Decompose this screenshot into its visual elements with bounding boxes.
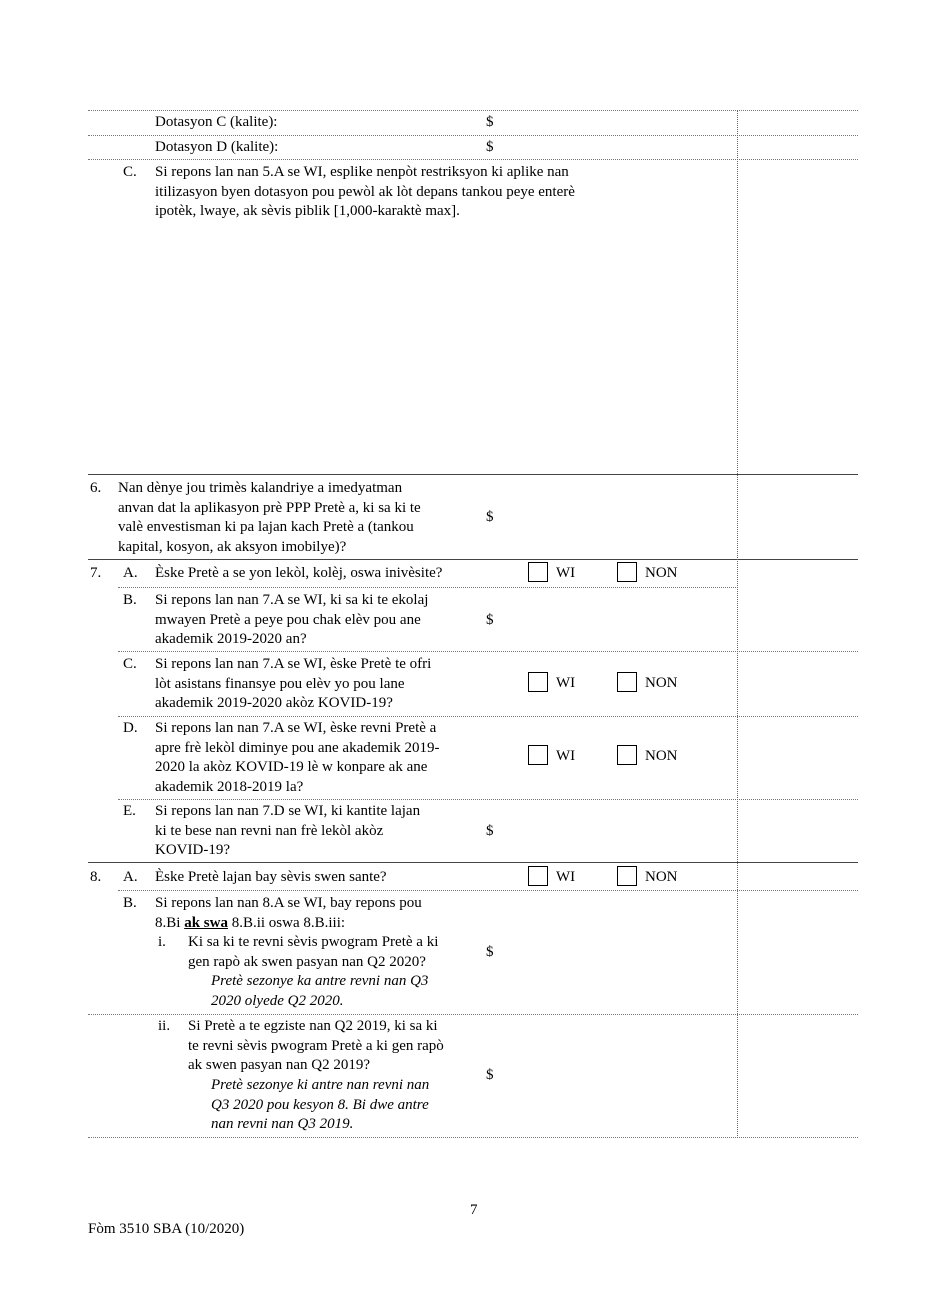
q7c-yes-label: WI [556,675,576,691]
q7a-yes-label: WI [556,565,576,581]
rule-bottom [88,1137,858,1138]
q7e-currency: $ [486,823,494,839]
grant-c-currency: $ [486,114,494,130]
q7a-letter: A. [123,565,138,581]
q8b-text: Si repons lan nan 8.A se WI, bay repons pou 8.Bi ak swa 8.B.ii oswa 8.B.iii: [155,895,422,931]
q8a-letter: A. [123,869,138,885]
q8bi-currency: $ [486,944,494,960]
rule [118,890,858,891]
q8a-yes-checkbox[interactable] [528,866,548,886]
rule-top [88,110,858,111]
q8bii-label: ii. [158,1018,171,1034]
q7a-no-checkbox[interactable] [617,562,637,582]
q8bi-label: i. [158,934,166,950]
q5c-letter: C. [123,164,137,180]
grant-d-label: Dotasyon D (kalite): [155,139,279,155]
q8bi-note: Pretè sezonye ka antre revni nan Q3 2020 olyede Q2 2020. [211,973,429,1009]
q7d-text: Si repons lan nan 7.A se WI, èske revni Pretè a apre frè lekòl diminye pou ane akademik 2019- 2020 la akòz KOVID-19 lè w konpare ak ane akademik 2018-2019 la? [155,720,440,795]
rule [118,799,858,800]
answer-column-divider [737,110,738,1138]
q8a-no-checkbox[interactable] [617,866,637,886]
form-id: Fòm 3510 SBA (10/2020) [88,1221,245,1237]
q7c-text: Si repons lan nan 7.A se WI, èske Pretè te ofri lòt asistans finansye pou elèv yo pou lane akademik 2019-2020 akòz KOVID-19? [155,656,432,711]
grant-d-currency: $ [486,139,494,155]
q7a-text: Èske Pretè a se yon lekòl, kolèj, oswa inivèsite? [155,565,443,581]
q7b-currency: $ [486,612,494,628]
rule [88,559,858,560]
rule [88,862,858,863]
q7c-letter: C. [123,656,137,672]
q7d-yes-checkbox[interactable] [528,745,548,765]
q7b-text: Si repons lan nan 7.A se WI, ki sa ki te ekolaj mwayen Pretè a peye pou chak elèv pou ane akademik 2019-2020 an? [155,592,429,647]
q8bii-text: Si Pretè a te egziste nan Q2 2019, ki sa ki te revni sèvis pwogram Pretè a ki gen rapò ak swen pasyan nan Q2 2019? [188,1018,444,1073]
q7a-yes-checkbox[interactable] [528,562,548,582]
q6-text: Nan dènye jou trimès kalandriye a imedyatman anvan dat la aplikasyon prè PPP Pretè a, ki sa ki te valè envestisman ki pa lajan kach Pretè a (tankou kapital, kosyon, ak aksyon imobilye)? [118,480,421,555]
q7d-no-checkbox[interactable] [617,745,637,765]
q8-number: 8. [90,869,102,885]
q8bii-currency: $ [486,1067,494,1083]
page-number: 7 [470,1202,478,1218]
rule [88,1014,858,1015]
q6-number: 6. [90,480,102,496]
q7c-no-label: NON [645,675,678,691]
q7e-letter: E. [123,803,136,819]
q7d-no-label: NON [645,748,678,764]
q8bii-note: Pretè sezonye ki antre nan revni nan Q3 2020 pou kesyon 8. Bi dwe antre nan revni nan Q3 2019. [211,1077,430,1132]
q8a-yes-label: WI [556,869,576,885]
q7b-letter: B. [123,592,137,608]
q7e-text: Si repons lan nan 7.D se WI, ki kantite lajan ki te bese nan revni nan frè lekòl akòz KOVID-19? [155,803,421,858]
rule [118,587,738,588]
q7c-no-checkbox[interactable] [617,672,637,692]
rule [88,159,858,160]
q6-currency: $ [486,509,494,525]
rule [118,651,858,652]
q8b-letter: B. [123,895,137,911]
q8a-text: Èske Pretè lajan bay sèvis swen sante? [155,869,387,885]
q7d-letter: D. [123,720,138,736]
q7a-no-label: NON [645,565,678,581]
q7c-yes-checkbox[interactable] [528,672,548,692]
rule [88,135,858,136]
q7d-yes-label: WI [556,748,576,764]
rule [88,474,858,475]
grant-c-label: Dotasyon C (kalite): [155,114,278,130]
q7-number: 7. [90,565,102,581]
q8bi-text: Ki sa ki te revni sèvis pwogram Pretè a ki gen rapò ak swen pasyan nan Q2 2020? [188,934,439,970]
rule [118,716,858,717]
q5c-text: Si repons lan nan 5.A se WI, esplike nenpòt restriksyon ki aplike nan itilizasyon byen dotasyon pou pewòl ak lòt depans tankou peye enterè ipotèk, lwaye, ak sèvis piblik [1,000-karaktè max]. [155,164,575,219]
q8a-no-label: NON [645,869,678,885]
